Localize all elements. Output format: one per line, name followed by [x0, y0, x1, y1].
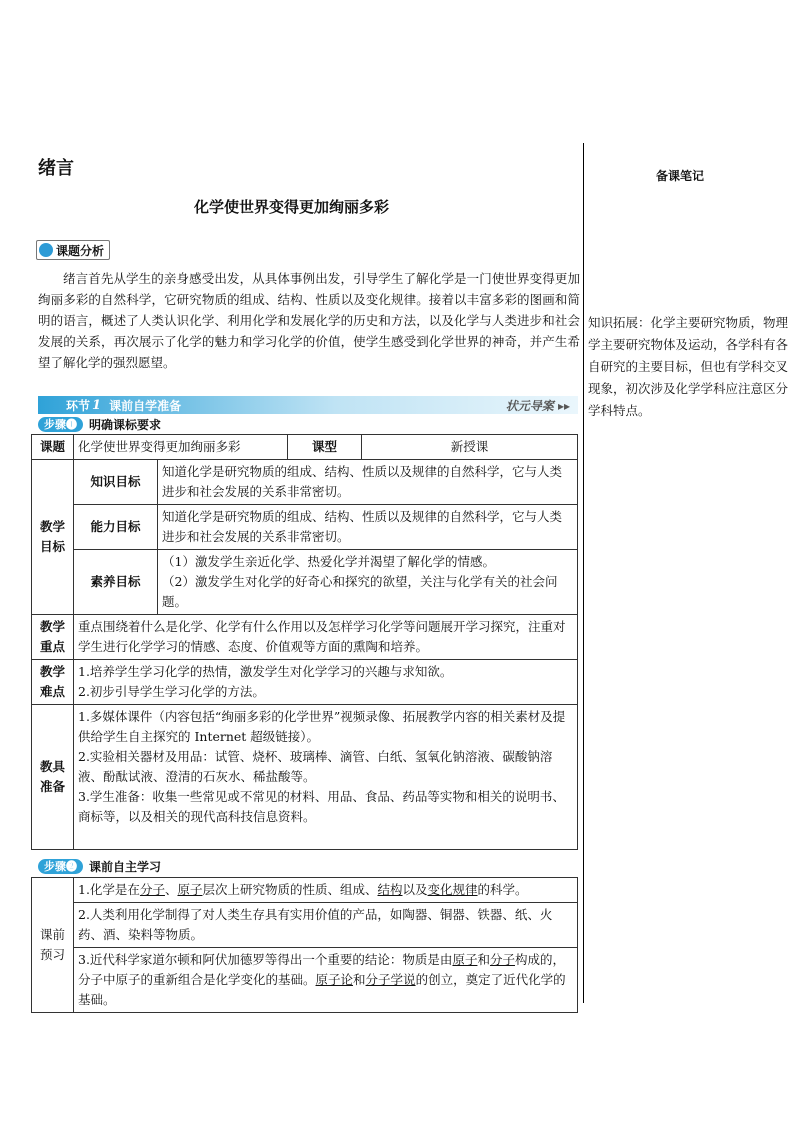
- difficulty-item-2: 2.初步引导学生学习化学的方法。: [78, 684, 265, 699]
- preview-text: 的科学。: [477, 882, 528, 897]
- preview-text: 3.近代科学家道尔顿和阿伏加德罗等得出一个重要的结论：物质是由: [78, 952, 453, 967]
- preview-text: 以及: [402, 882, 428, 897]
- preview-text: 的创立，奠定了近代化学的基础。: [78, 972, 566, 1007]
- tools-item-1: 1.多媒体课件（内容包括“绚丽多彩的化学世界”视频录像、拓展教学内容的相关素材及提供给学生自主探究的 Internet 超级链接）。: [78, 709, 566, 744]
- tools-item-2: 2.实验相关器材及用品：试管、烧杯、玻璃棒、滴管、白纸、氢氧化钠溶液、碳酸钠溶液、酚酞试液、澄清的石灰水、稀盐酸等。: [78, 749, 553, 784]
- band-right-label: 状元导案 ▸▸: [505, 398, 570, 413]
- step1-pill: 步骤❶: [38, 417, 83, 432]
- band-number: 1: [92, 397, 102, 413]
- preview-row-3: [74, 948, 578, 1013]
- topic-label: 课题: [32, 435, 74, 460]
- difficulty-item-1: 1.培养学生学习化学的热情，激发学生对化学学习的兴趣与求知欲。: [78, 664, 453, 679]
- step1-label: 明确课标要求: [89, 418, 162, 432]
- step1-header: [38, 416, 161, 433]
- ability-label: 能力目标: [74, 505, 158, 550]
- preview-text: 层次上研究物质的性质、组成、: [202, 882, 378, 897]
- analysis-text: 绪言首先从学生的亲身感受出发，从具体事例出发，引导学生了解化学是一门使世界变得更加绚丽多彩的自然科学，它研究物质的组成、结构、性质以及变化规律。接着以丰富多彩的图画和简明的语言，概述了人类认识化学、利用化学和发展化学的历史和方法，以及化学与人类进步和社会发展的关系，再次展示了化学的魅力和学习化学的价值，使学生感受到化学世界的神奇，并产生希望了解化学的强烈愿望。: [38, 271, 580, 370]
- answer-blank: 结构: [377, 882, 403, 897]
- preview-row-1: [74, 878, 578, 903]
- analysis-tag-label: 课题分析: [56, 243, 105, 258]
- lesson-table: [31, 434, 578, 850]
- preview-row-2: 2.人类利用化学制得了对人类生存具有实用价值的产品，如陶器、铜器、铁器、纸、火药、酒、染料等物质。: [74, 903, 578, 948]
- answer-blank: 原子: [177, 882, 203, 897]
- type-label: 课型: [288, 435, 362, 460]
- ability-text: 知道化学是研究物质的组成、结构、性质以及规律的自然科学，它与人类进步和社会发展的关系非常密切。: [158, 505, 578, 550]
- gear-icon: [39, 243, 53, 257]
- knowledge-text: 知道化学是研究物质的组成、结构、性质以及规律的自然科学，它与人类进步和社会发展的关系非常密切。: [158, 460, 578, 505]
- page-title: 绪言: [38, 158, 74, 179]
- goals-label: 教学目标: [32, 460, 74, 615]
- step2-pill: 步骤❷: [38, 859, 83, 874]
- band-name: 课前自学准备: [109, 398, 182, 413]
- answer-blank: 变化规律: [427, 882, 478, 897]
- band-huanjie: 环节: [66, 398, 91, 413]
- answer-blank: 原子论: [315, 972, 354, 987]
- column-divider: [583, 143, 584, 1003]
- tools-item-3: 3.学生准备：收集一些常见或不常见的材料、用品、食品、药品等实物和相关的说明书、商标等，以及相关的现代高科技信息资料。: [78, 789, 565, 824]
- step2-header: [38, 858, 161, 875]
- answer-blank: 分子: [489, 952, 515, 967]
- focus-label: 教学重点: [32, 615, 74, 660]
- analysis-tag: [36, 240, 110, 260]
- sidebar-note: 知识拓展：化学主要研究物质，物理学主要研究物体及运动，各学科有各自研究的主要目标，但也有学科交叉现象，初次涉及化学学科应注意区分学科特点。: [588, 315, 789, 418]
- focus-text: 重点围绕着什么是化学、化学有什么作用以及怎样学习化学等问题展开学习探究，注重对学生进行化学学习的情感、态度、价值观等方面的熏陶和培养。: [74, 615, 578, 660]
- page-subtitle: 化学使世界变得更加绚丽多彩: [193, 198, 389, 216]
- type-value: 新授课: [362, 435, 578, 460]
- answer-blank: 分子: [139, 882, 165, 897]
- literacy-item-2: （2）激发学生对化学的好奇心和探究的欲望，关注与化学有关的社会问题。: [162, 574, 558, 609]
- difficulty-cell: [74, 660, 578, 705]
- answer-blank: 分子学说: [365, 972, 416, 987]
- step2-label: 课前自主学习: [89, 860, 162, 874]
- literacy-label: 素养目标: [74, 550, 158, 615]
- preview-table: [31, 877, 578, 1013]
- difficulty-label: 教学难点: [32, 660, 74, 705]
- preview-text: 1.化学是在: [78, 882, 140, 897]
- preview-text: 和: [353, 972, 366, 987]
- literacy-cell: [158, 550, 578, 615]
- tools-label: 教具准备: [32, 705, 74, 850]
- preview-text: 、: [164, 882, 178, 897]
- literacy-item-1: （1）激发学生亲近化学、热爱化学并渴望了解化学的情感。: [162, 554, 495, 569]
- sidebar-title: 备课笔记: [655, 169, 704, 183]
- preview-text: 构成的，分子中原子的重新组合是化学变化的基础。: [78, 952, 565, 987]
- knowledge-label: 知识目标: [74, 460, 158, 505]
- section-band: [38, 396, 578, 414]
- preview-text: 和: [477, 952, 490, 967]
- preview-label: 课前预习: [32, 878, 74, 1013]
- tools-cell: [74, 705, 578, 850]
- topic-value: 化学使世界变得更加绚丽多彩: [74, 435, 288, 460]
- answer-blank: 原子: [452, 952, 478, 967]
